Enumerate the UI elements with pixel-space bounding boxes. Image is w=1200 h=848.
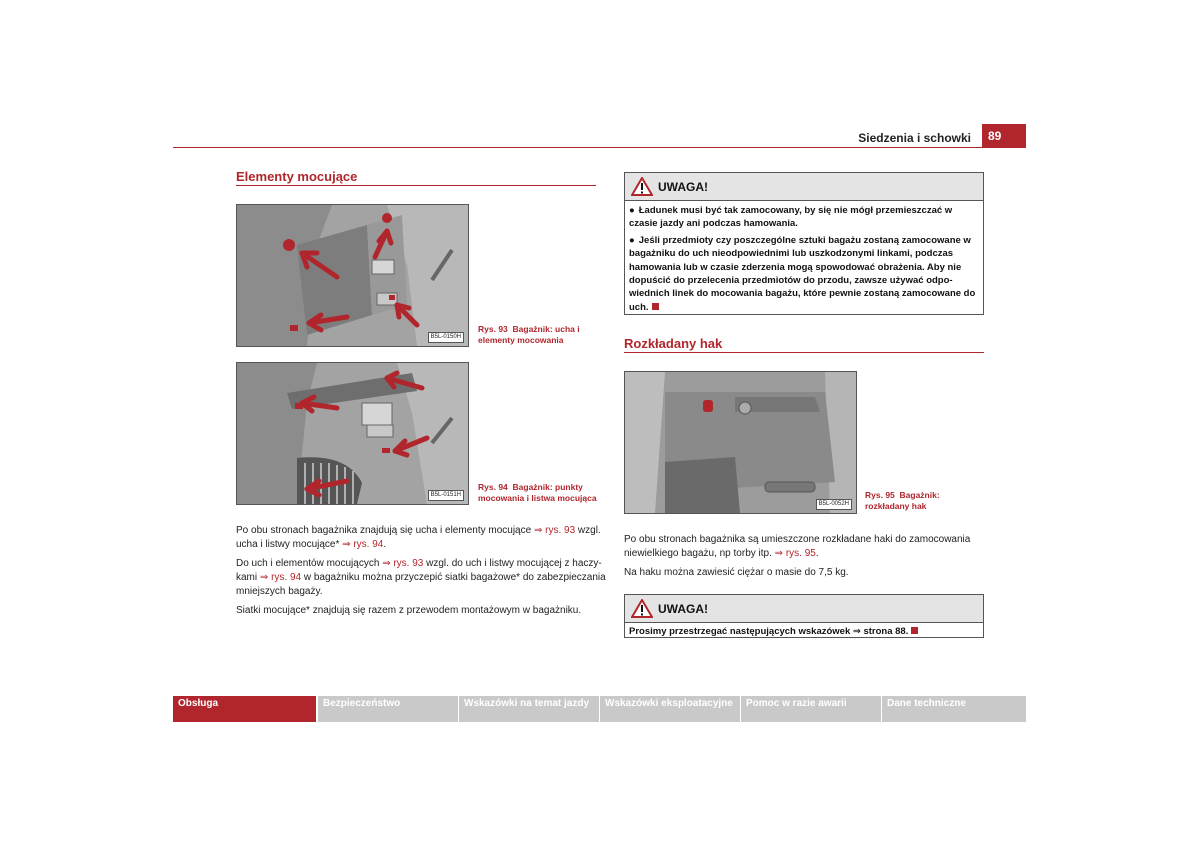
tab-pomoc-awarii[interactable]: Pomoc w razie awarii xyxy=(741,696,881,722)
heading-underline xyxy=(236,185,596,186)
caption-line-1: Bagażnik: punkty xyxy=(512,482,583,492)
header-divider xyxy=(173,147,1026,148)
figure-94-image xyxy=(236,362,469,505)
figure-94-caption xyxy=(478,482,597,504)
ref-link-fig94[interactable]: ⇒ rys. 94 xyxy=(259,572,302,583)
page-number: 89 xyxy=(982,124,1026,148)
figure-93-image xyxy=(236,204,469,347)
text: . xyxy=(383,539,387,550)
figure-93-caption xyxy=(478,324,580,346)
tab-obsluga[interactable]: Obsługa xyxy=(173,696,316,722)
ref-link-fig93[interactable]: ⇒ rys. 93 xyxy=(382,558,424,569)
warning-body xyxy=(625,623,983,641)
text: w bagażniku można przyczepić siatki bagażowe* do zabezpieczania xyxy=(301,572,606,583)
end-square-icon xyxy=(911,627,918,634)
caption-number: Rys. 95 xyxy=(865,490,895,500)
heading-mounting-elements: Elementy mocujące xyxy=(236,169,358,184)
warning-triangle-icon xyxy=(631,177,653,196)
text: Do uch i elementów mocujących xyxy=(236,558,383,569)
tab-wskazowki-eksploatacyjne[interactable]: Wskazówki eksploatacyjne xyxy=(600,696,740,722)
text: . xyxy=(815,548,819,559)
text: niewielkiego bagażu, np torby itp. xyxy=(624,548,775,559)
warning-title: UWAGA! xyxy=(658,601,708,616)
tab-wskazowki-jazdy[interactable]: Wskazówki na temat jazdy xyxy=(459,696,599,722)
warning-header xyxy=(625,173,983,201)
paragraph-2 xyxy=(236,557,606,599)
warning-box-2 xyxy=(624,594,984,638)
text: wzgl. xyxy=(575,525,601,536)
warning-text: Prosimy przestrzegać następujących wskazówek ⇒ strona 88. xyxy=(629,626,909,637)
paragraph-1 xyxy=(236,524,606,552)
caption-line-2: mocowania i listwa mocująca xyxy=(478,493,597,503)
end-square-icon xyxy=(652,303,659,310)
figure-code: B5L-0052H xyxy=(816,499,852,510)
figure-code: B5L-0151H xyxy=(428,490,464,501)
warning-body xyxy=(625,201,983,320)
ref-link-fig93[interactable]: ⇒ rys. 93 xyxy=(533,525,576,536)
text: Po obu stronach bagażnika są umieszczone rozkładane haki do zamocowania xyxy=(624,534,971,545)
warning-bullet-2: Jeśli przedmioty czy poszczególne sztuki bagażu zostaną zamocowane w bagażniku do uch nieodpowiednimi lub uszkodzonymi linkami, podczas hamowania lub w czasie zderzenia mogą spowodować obrażenia. Aby nie dopuścić do przelecenia przedmiotów do przodu, zawsze używać odpo-wiednich linek do mocowania bagażu, które pewnie zostaną zamocowane do uch. xyxy=(629,234,976,313)
tab-bezpieczenstwo[interactable]: Bezpieczeństwo xyxy=(318,696,458,722)
figure-95-caption xyxy=(865,490,940,512)
text: kami xyxy=(236,572,260,583)
caption-number: Rys. 93 xyxy=(478,324,508,334)
bullet-icon: ● xyxy=(629,205,635,216)
text: mniejszych bagaży. xyxy=(236,586,323,597)
heading-underline xyxy=(624,352,984,353)
caption-line-1: Bagażnik: ucha i xyxy=(512,324,580,334)
warning-bullet-1: Ładunek musi być tak zamocowany, by się nie mógł przemieszczać w czasie jazdy ani podczas hamowania. xyxy=(629,205,953,230)
caption-line-2: rozkładany hak xyxy=(865,501,927,511)
section-title: Siedzenia i schowki xyxy=(858,131,971,145)
text: Po obu stronach bagażnika znajdują się ucha i elementy mocujące xyxy=(236,525,534,536)
figure-code: B5L-0150H xyxy=(428,332,464,343)
text: ucha i listwy mocujące* xyxy=(236,539,343,550)
warning-header xyxy=(625,595,983,623)
text: wzgl. do uch i listwy mocującej z haczy- xyxy=(423,558,602,569)
caption-line-2: elementy mocowania xyxy=(478,335,564,345)
paragraph-hook-1 xyxy=(624,533,994,561)
paragraph-3: Siatki mocujące* znajdują się razem z przewodem montażowym w bagażniku. xyxy=(236,605,582,616)
warning-title: UWAGA! xyxy=(658,179,708,194)
warning-box-1 xyxy=(624,172,984,315)
tab-dane-techniczne[interactable]: Dane techniczne xyxy=(882,696,1026,722)
ref-link-fig94[interactable]: ⇒ rys. 94 xyxy=(342,539,384,550)
warning-triangle-icon xyxy=(631,599,653,618)
figure-95-image xyxy=(624,371,857,514)
bullet-icon: ● xyxy=(629,234,635,246)
paragraph-hook-2: Na haku można zawiesić ciężar o masie do 7,5 kg. xyxy=(624,567,849,578)
caption-line-1: Bagażnik: xyxy=(899,490,940,500)
heading-folding-hook: Rozkładany hak xyxy=(624,336,723,351)
caption-number: Rys. 94 xyxy=(478,482,508,492)
ref-link-fig95[interactable]: ⇒ rys. 95 xyxy=(774,548,816,559)
